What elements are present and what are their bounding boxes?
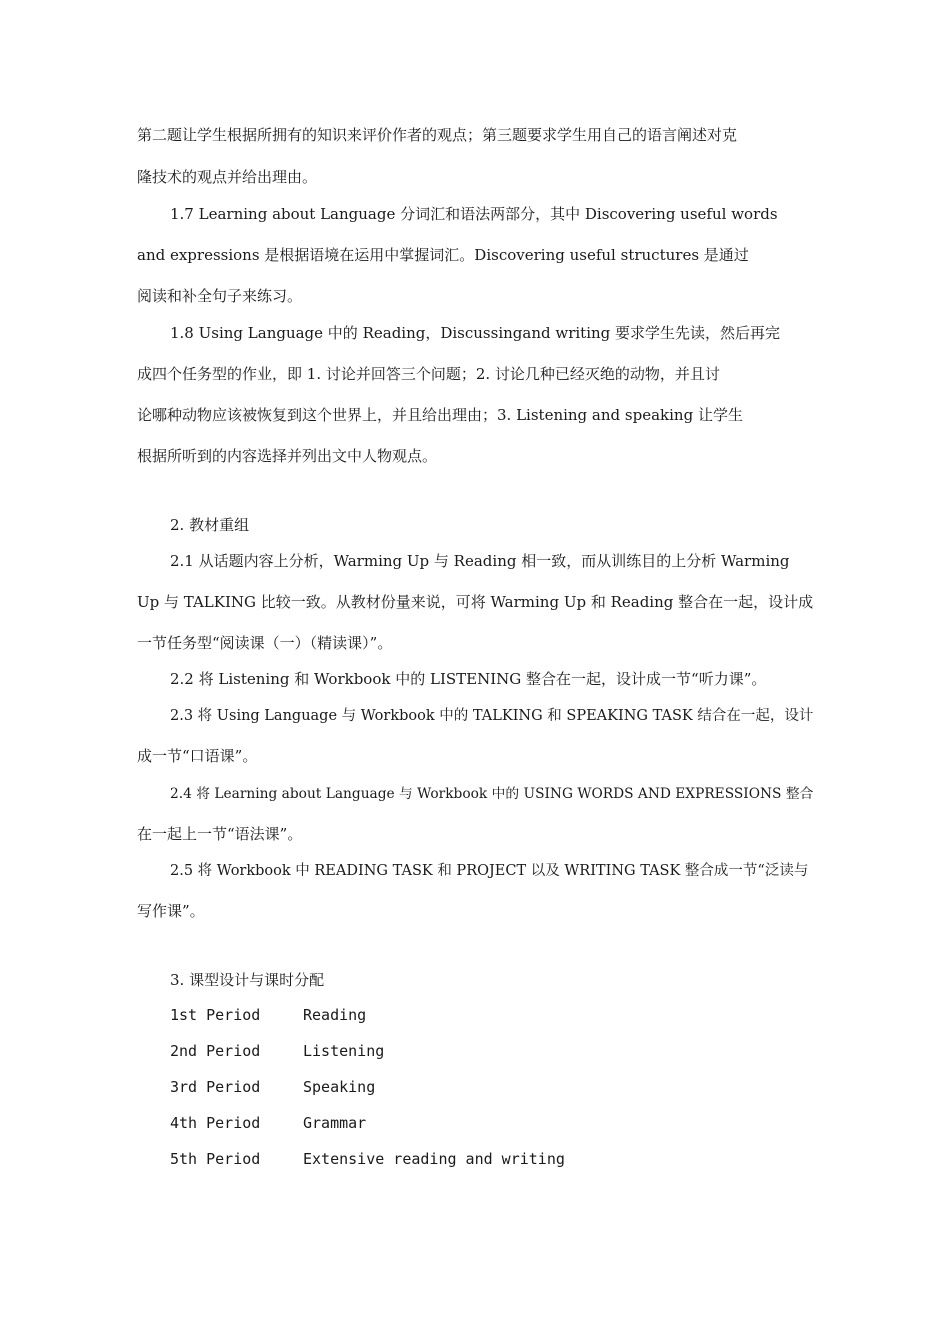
p2-1-line-1: 2.1 从话题内容上分析，Warming Up 与 Reading 相一致，而从训练目的上分析 Warming: [170, 552, 790, 570]
intro-line-1: 第二题让学生根据所拥有的知识来评价作者的观点；第三题要求学生用自己的语言阐述对克: [137, 126, 738, 144]
period-type: Grammar: [303, 1114, 367, 1132]
s1-8-line-3: 论哪种动物应该被恢复到这个世界上，并且给出理由；3. Listening and speaking 让学生: [137, 406, 743, 424]
p2-4-line-2: 在一起上一节“语法课”。: [137, 825, 303, 843]
s1-8-line-2: 成四个任务型的作业，即 1. 讨论并回答三个问题；2. 讨论几种已经灭绝的动物，并且讨: [137, 365, 720, 383]
period-type: Reading: [303, 1006, 367, 1024]
period-label: 4th Period: [170, 1114, 261, 1132]
period-row: [170, 1042, 384, 1060]
s1-8-line-1: 1.8 Using Language 中的 Reading，Discussingand writing 要求学生先读，然后再完: [170, 324, 781, 342]
period-row: [170, 1150, 565, 1168]
s1-7-line-2: and expressions 是根据语境在运用中掌握词汇。Discovering useful structures 是通过: [137, 246, 749, 264]
s1-7-line-3: 阅读和补全句子来练习。: [137, 287, 303, 305]
p2-1-line-3: 一节任务型“阅读课（一）（精读课）”。: [137, 634, 393, 652]
s1-8-line-4: 根据所听到的内容选择并列出文中人物观点。: [137, 447, 438, 465]
p2-5-line-2: 写作课”。: [137, 902, 205, 920]
intro-line-2: 隆技术的观点并给出理由。: [137, 168, 318, 186]
period-type: Listening: [303, 1042, 385, 1060]
period-row: [170, 1006, 366, 1024]
period-label: 5th Period: [170, 1150, 261, 1168]
period-row: [170, 1078, 375, 1096]
s1-7-line-1: 1.7 Learning about Language 分词汇和语法两部分，其中 Discovering useful words: [170, 205, 778, 223]
period-label: 1st Period: [170, 1006, 261, 1024]
p2-4-line-1: 2.4 将 Learning about Language 与 Workbook 中的 USING WORDS AND EXPRESSIONS 整合: [170, 786, 814, 802]
section-3-heading: 3. 课型设计与课时分配: [170, 971, 325, 989]
p2-3-line-1: 2.3 将 Using Language 与 Workbook 中的 TALKING 和 SPEAKING TASK 结合在一起，设计: [170, 708, 814, 724]
p2-1-line-2: Up 与 TALKING 比较一致。从教材份量来说，可将 Warming Up 和 Reading 整合在一起，设计成: [137, 593, 814, 611]
p2-5-line-1: 2.5 将 Workbook 中 READING TASK 和 PROJECT 以及 WRITING TASK 整合成一节“泛读与: [170, 863, 809, 879]
period-label: 3rd Period: [170, 1078, 261, 1096]
period-type: Extensive reading and writing: [303, 1150, 565, 1168]
period-type: Speaking: [303, 1078, 376, 1096]
period-row: [170, 1114, 366, 1132]
section-2-heading: 2. 教材重组: [170, 516, 250, 534]
p2-3-line-2: 成一节“口语课”。: [137, 747, 258, 765]
p2-2-line: 2.2 将 Listening 和 Workbook 中的 LISTENING 整合在一起，设计成一节“听力课”。: [170, 670, 767, 688]
period-label: 2nd Period: [170, 1042, 261, 1060]
